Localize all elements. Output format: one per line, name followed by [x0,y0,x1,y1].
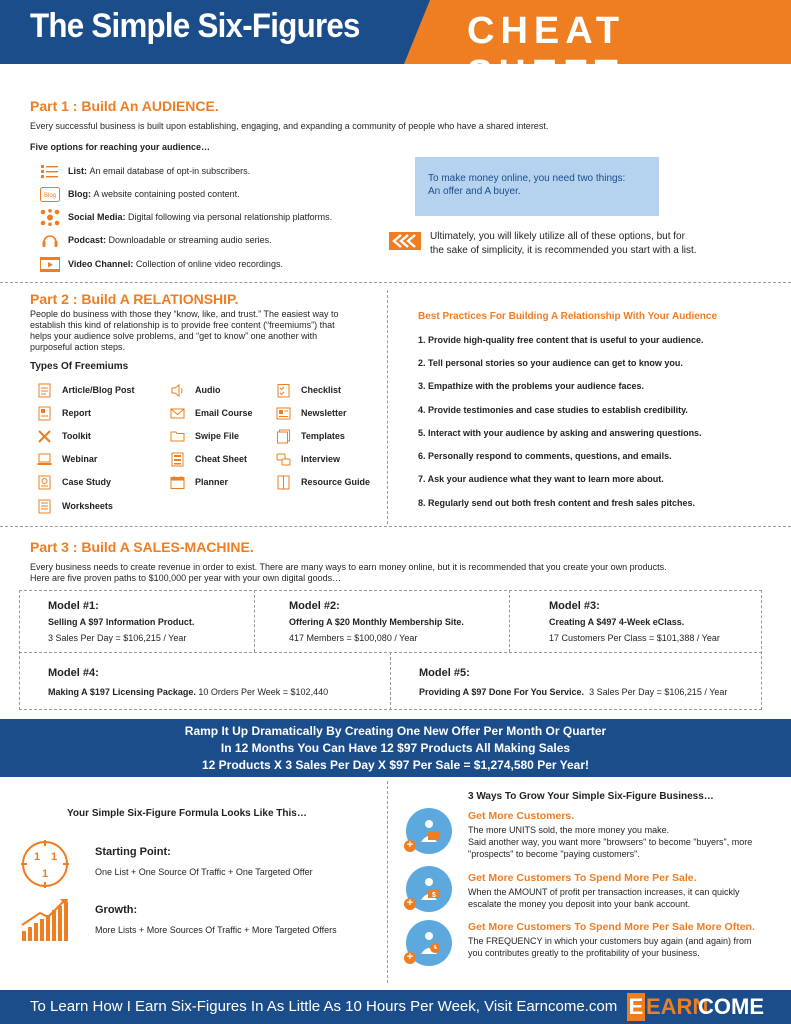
part3-intro: Every business needs to create revenue in order to exist. There are many ways to earn money online, but it is recommended that you create your own products. Here are five proven paths to $100,000 per year with your own digital goods… [30,562,667,583]
freemium-item: Planner [170,474,228,490]
divider-1 [0,282,791,283]
option-video-channel: Video Channel: Collection of online video recordings. [40,255,283,273]
resource-guide-icon [276,475,291,490]
swipe-file-icon [170,429,185,444]
logo-come: COME [698,994,764,1019]
freemiums-heading: Types Of Freemiums [30,361,129,372]
freemium-item: Webinar [37,451,97,467]
starting-point-desc: One List + One Source Of Traffic + One Targeted Offer [95,867,313,877]
model-divider [254,590,255,652]
freemium-item: Cheat Sheet [170,451,247,467]
logo-mark: E [628,994,644,1019]
dollar-cart-icon: $ + [406,866,452,912]
email-icon [170,406,185,421]
starting-point-title: Starting Point: [95,846,171,858]
clock-cart-icon: + [406,920,452,966]
list-recommendation: Ultimately, you will likely utilize all of these options, but for the sake of simplicity, it is recommended you start with a list. [430,231,697,256]
cheat-sheet-icon [170,452,185,467]
best-practice-item: 3. Empathize with the problems your audience faces. [418,381,645,391]
callout-box [415,157,659,216]
grow-item-desc: The FREQUENCY in which your customers buy again (and again) from you contributes greatly to the profitability of your business. [468,936,752,958]
freemium-item: Article/Blog Post [37,382,135,398]
best-practice-item: 6. Personally respond to comments, questions, and emails. [418,451,672,461]
checklist-icon [276,383,291,398]
best-practice-item: 8. Regularly send out both fresh content and fresh sales pitches. [418,498,696,508]
freemium-item: Swipe File [170,428,239,444]
interview-icon [276,452,291,467]
planner-icon [170,475,185,490]
grow-item-desc: The more UNITS sold, the more money you make. Said another way, you want more "browsers" to become "buyers", more "prospects" to become "paying customers". [468,825,753,859]
option-blog: Blog Blog: A website containing posted content. [40,185,240,203]
option-list: List: An email database of opt-in subscribers. [40,162,250,180]
grow-item-title: Get More Customers To Spend More Per Sale. [468,872,697,884]
svg-text:Blog: Blog [43,192,57,199]
vertical-divider-part2 [387,290,388,524]
page-title: The Simple Six-Figures [30,7,360,45]
templates-icon [276,429,291,444]
growth-desc: More Lists + More Sources Of Traffic + More Targeted Offers [95,925,337,935]
option-podcast: Podcast: Downloadable or streaming audio series. [40,231,272,249]
part1-intro: Every successful business is built upon establishing, engaging, and expanding a community of people who have a shared interest. [30,121,549,131]
part2-intro: People do business with those they “know, like, and trust.” The easiest way to establish this kind of relationship is to provide free content (“freemiums”) that helps your audience solve problems, and “get to know” one another with purposeful action steps. [30,309,339,352]
best-practice-item: 2. Tell personal stories so your audience can get to know you. [418,358,683,368]
blog-icon [40,186,60,203]
freemium-item: Worksheets [37,498,113,514]
clock-digit: 1 [34,851,41,863]
toolkit-icon [37,429,52,444]
audio-icon [170,383,185,398]
freemium-item: Toolkit [37,428,91,444]
grow-item-title: Get More Customers. [468,810,575,822]
footer-cta[interactable]: To Learn How I Earn Six-Figures In As Little As 10 Hours Per Week, Visit Earncome.com [30,998,618,1015]
clock-icon [19,838,71,890]
logo-earn: EARN [646,994,709,1019]
callout-line-1: To make money online, you need two things: [428,173,626,184]
cheat-sheet-badge: CHEAT SHEET [467,10,626,95]
freemium-item: Resource Guide [276,474,370,490]
growth-chart-icon [20,897,72,941]
worksheet-icon [37,499,52,514]
grow-item-desc: When the AMOUNT of profit per transaction increases, it can quickly escalate the money you deposit into your bank account. [468,887,740,909]
best-practice-item: 5. Interact with your audience by asking and answering questions. [418,428,702,438]
video-icon [40,256,60,273]
grow-heading: 3 Ways To Grow Your Simple Six-Figure Business… [468,791,714,802]
model-divider [390,652,391,710]
clock-digit: 1 [42,868,49,880]
freemium-item: Templates [276,428,345,444]
part3-title: Part 3 : Build A SALES-MACHINE. [30,539,254,555]
social-media-icon [40,209,60,226]
best-practice-item: 1. Provide high-quality free content that is useful to your audience. [418,335,704,345]
svg-text:$: $ [432,892,436,899]
clock-digit: 1 [51,851,58,863]
podcast-icon [40,232,60,249]
newsletter-icon [276,406,291,421]
chevron-left-icon [389,232,421,250]
case-study-icon [37,475,52,490]
model-divider [509,590,510,652]
vertical-divider-bottom [387,781,388,983]
freemium-item: Interview [276,451,340,467]
divider-2 [0,526,791,527]
option-social-media: Social Media: Digital following via personal relationship platforms. [40,208,332,226]
best-practice-item: 4. Provide testimonies and case studies to establish credibility. [418,405,688,415]
best-practices-title: Best Practices For Building A Relationship With Your Audience [418,311,718,322]
article-icon [37,383,52,398]
best-practice-item: 7. Ask your audience what they want to learn more about. [418,474,664,484]
growth-title: Growth: [95,904,138,916]
list-icon [40,163,60,180]
part2-title: Part 2 : Build A RELATIONSHIP. [30,291,239,307]
freemium-item: Report [37,405,91,421]
formula-heading: Your Simple Six-Figure Formula Looks Like This… [67,808,307,819]
cart-icon: + [406,808,452,854]
options-heading: Five options for reaching your audience… [30,142,211,152]
freemium-item: Audio [170,382,221,398]
ramp-banner: Ramp It Up Dramatically By Creating One New Offer Per Month Or Quarter In 12 Months You Can Have 12 $97 Products All Making Sales 12 Products X 3 Sales Per Day X $97 Per Sale = $1,274,580 Per Year! [0,719,791,777]
freemium-item: Email Course [170,405,253,421]
webinar-icon [37,452,52,467]
grow-item-title: Get More Customers To Spend More Per Sale More Often. [468,921,755,933]
freemium-item: Checklist [276,382,341,398]
part1-title: Part 1 : Build An AUDIENCE. [30,98,219,114]
freemium-item: Newsletter [276,405,347,421]
callout-line-2: An offer and A buyer. [428,186,521,197]
freemium-item: Case Study [37,474,111,490]
report-icon [37,406,52,421]
